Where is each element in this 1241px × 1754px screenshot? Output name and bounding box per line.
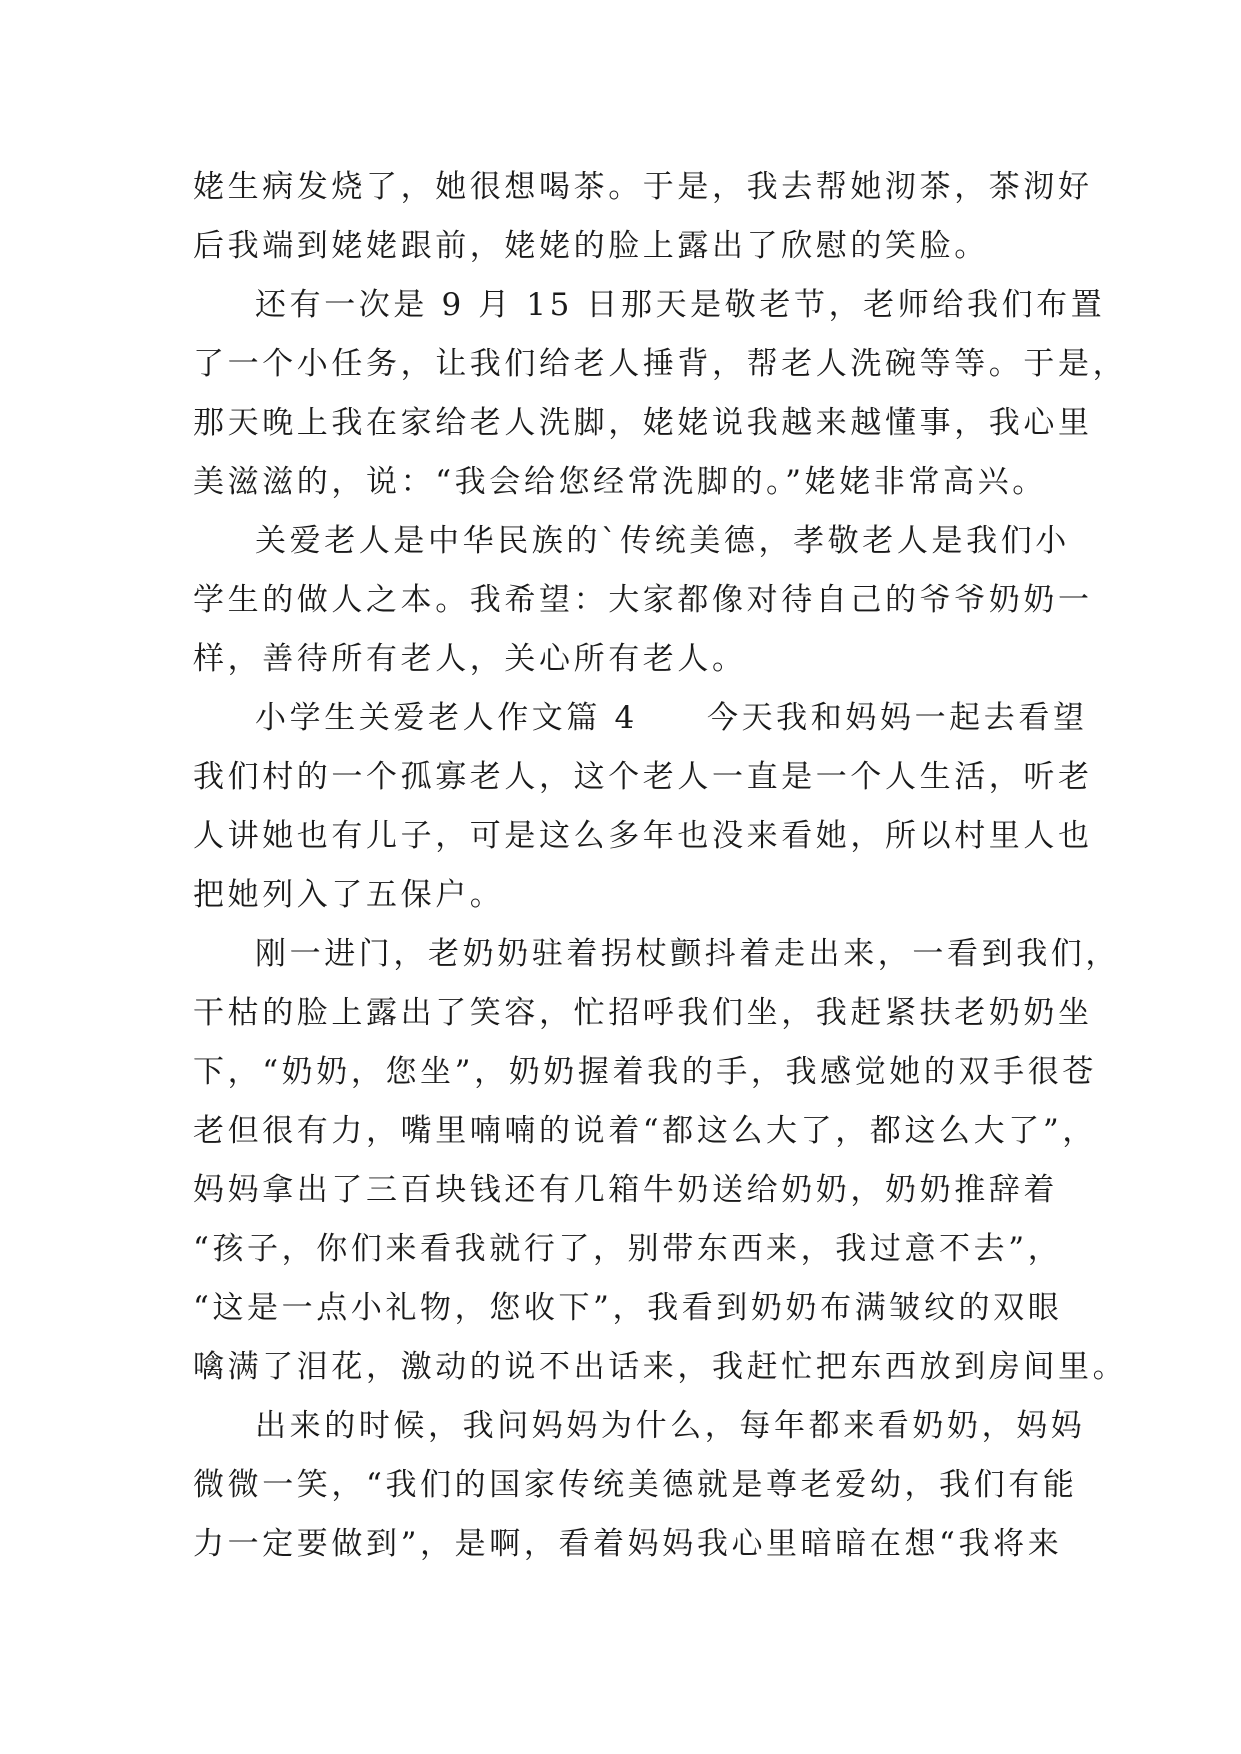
text-line: 噙满了泪花，激动的说不出话来，我赶忙把东西放到房间里。: [193, 1349, 1128, 1385]
text-line: 力一定要做到”，是啊，看着妈妈我心里暗暗在想“我将来: [193, 1526, 1063, 1562]
text-line: 美滋滋的，说：“我会给您经常洗脚的。”姥姥非常高兴。: [193, 464, 1047, 500]
text-line: 人讲她也有儿子，可是这么多年也没来看她，所以村里人也: [193, 818, 1093, 854]
text-line: 学生的做人之本。我希望：大家都像对待自己的爷爷奶奶一: [193, 582, 1093, 618]
text-line: 微微一笑，“我们的国家传统美德就是尊老爱幼，我们有能: [193, 1467, 1078, 1503]
text-line: “孩子，你们来看我就行了，别带东西来，我过意不去”，: [193, 1231, 1063, 1267]
text-line: 姥生病发烧了，她很想喝茶。于是，我去帮她沏茶，茶沏好: [193, 169, 1093, 205]
text-line: 我们村的一个孤寡老人，这个老人一直是一个人生活，听老: [193, 759, 1093, 795]
paragraph-start-line: 出来的时候，我问妈妈为什么，每年都来看奶奶，妈妈: [255, 1408, 1086, 1444]
paragraph-start-line: 关爱老人是中华民族的`传统美德，孝敬老人是我们小: [255, 523, 1070, 559]
document-body: [193, 158, 1128, 1574]
text-line: 妈妈拿出了三百块钱还有几箱牛奶送给奶奶，奶奶推辞着: [193, 1172, 1058, 1208]
paragraph-start-line: 还有一次是 9 月 15 日那天是敬老节，老师给我们布置: [255, 287, 1106, 323]
text-line: “这是一点小礼物，您收下”，我看到奶奶布满皱纹的双眼: [193, 1290, 1063, 1326]
text-line: 下，“奶奶，您坐”，奶奶握着我的手，我感觉她的双手很苍: [193, 1054, 1097, 1090]
text-line: 把她列入了五保户。: [193, 877, 505, 913]
text-line: 后我端到姥姥跟前，姥姥的脸上露出了欣慰的笑脸。: [193, 228, 989, 264]
section-heading-line: 小学生关爱老人作文篇 4 今天我和妈妈一起去看望: [255, 700, 1088, 736]
text-line: 老但很有力，嘴里喃喃的说着“都这么大了，都这么大了”，: [193, 1113, 1097, 1149]
text-line: 那天晚上我在家给老人洗脚，姥姥说我越来越懂事，我心里: [193, 405, 1093, 441]
text-line: 样，善待所有老人，关心所有老人。: [193, 641, 747, 677]
text-line: 干枯的脸上露出了笑容，忙招呼我们坐，我赶紧扶老奶奶坐: [193, 995, 1093, 1031]
paragraph-start-line: 刚一进门，老奶奶驻着拐杖颤抖着走出来，一看到我们，: [255, 936, 1120, 972]
text-line: 了一个小任务，让我们给老人捶背，帮老人洗碗等等。于是，: [193, 346, 1128, 382]
